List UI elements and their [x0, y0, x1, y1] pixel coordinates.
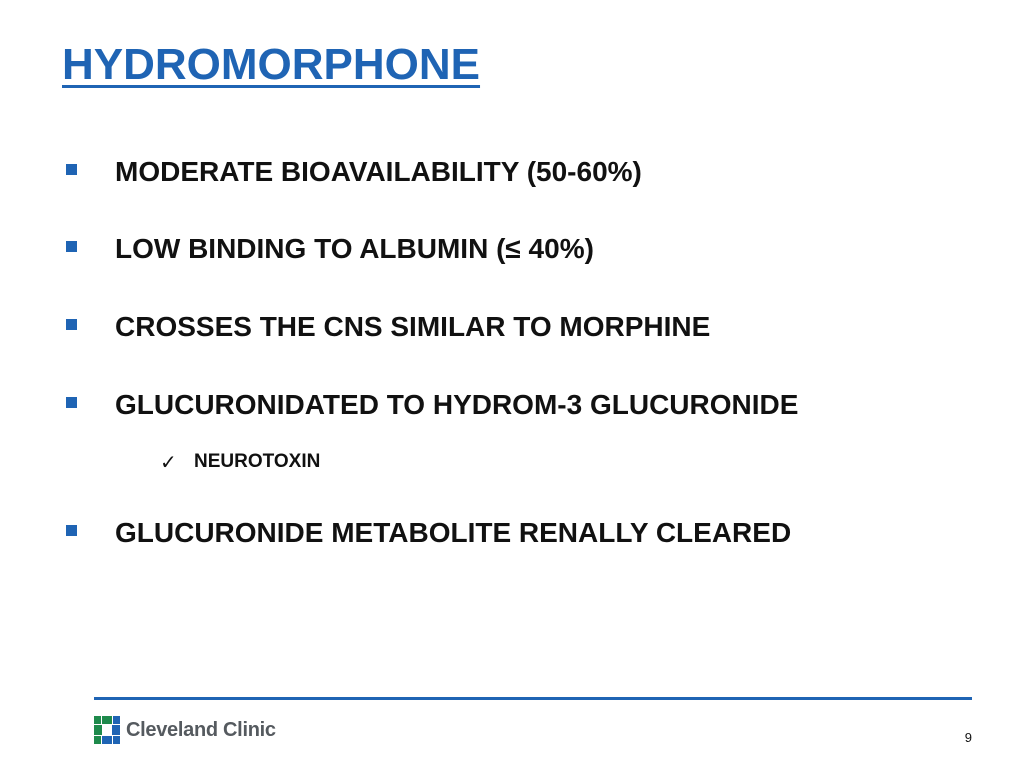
page-number: 9	[964, 730, 972, 745]
square-bullet-icon	[66, 525, 77, 536]
square-bullet-icon	[66, 397, 77, 408]
bullet-item	[66, 517, 791, 549]
bullet-text: MODERATE BIOAVAILABILITY (50-60%)	[115, 156, 642, 187]
bullet-text: LOW BINDING TO ALBUMIN (≤ 40%)	[115, 233, 594, 264]
square-bullet-icon	[66, 319, 77, 330]
sub-bullet-item	[160, 450, 320, 474]
logo-text: Cleveland Clinic	[126, 718, 276, 741]
bullet-item	[66, 156, 642, 188]
bullet-text: GLUCURONIDE METABOLITE RENALLY CLEARED	[115, 517, 792, 548]
footer-logo	[94, 716, 276, 744]
square-bullet-icon	[66, 241, 77, 252]
bullet-text: GLUCURONIDATED TO HYDROM-3 GLUCURONIDE	[115, 389, 799, 420]
bullet-item	[66, 233, 594, 265]
checkmark-icon: ✓	[160, 450, 177, 474]
square-bullet-icon	[66, 164, 77, 175]
sub-bullet-text: NEUROTOXIN	[194, 451, 321, 472]
bullet-text: CROSSES THE CNS SIMILAR TO MORPHINE	[115, 311, 711, 342]
footer-divider	[94, 697, 972, 700]
bullet-item	[66, 311, 710, 343]
cleveland-clinic-cross-logo-icon	[94, 716, 120, 744]
slide-title: HYDROMORPHONE	[62, 40, 481, 89]
bullet-item	[66, 389, 798, 421]
